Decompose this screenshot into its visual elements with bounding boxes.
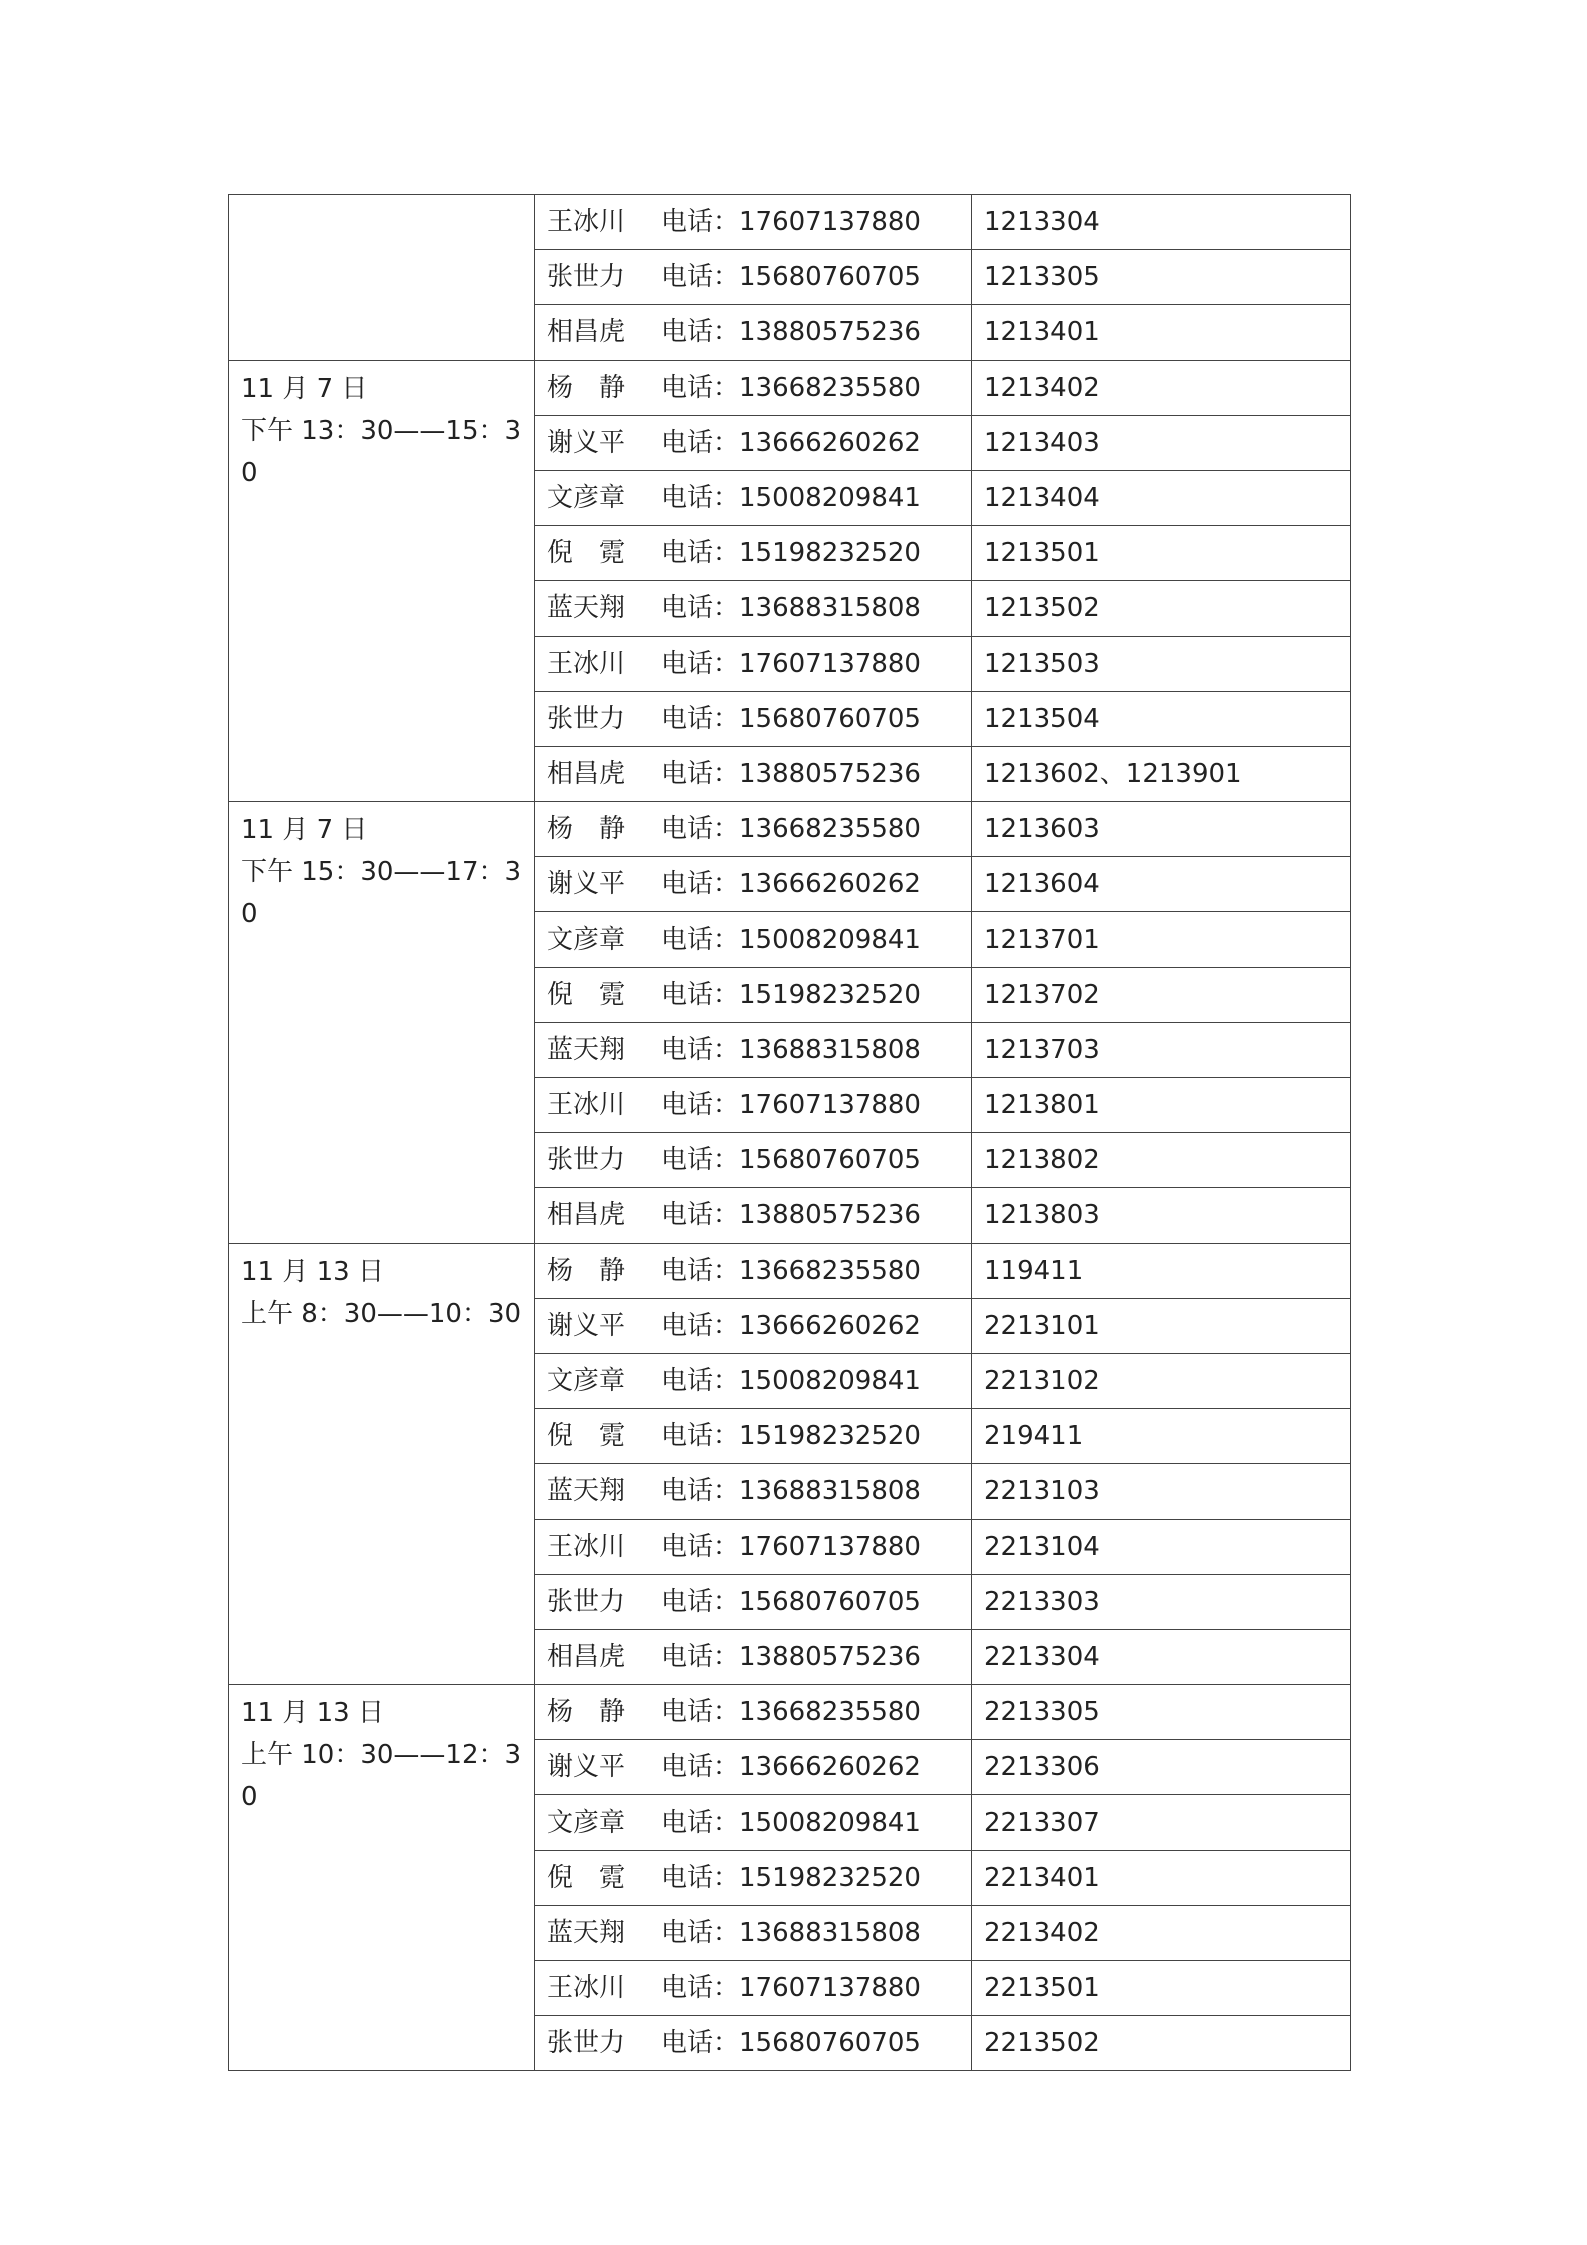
phone-number: 13666260262 [739, 427, 921, 458]
contact-cell [535, 1795, 972, 1850]
contact-cell [535, 2016, 972, 2071]
room-cell: 2213104 [972, 1519, 1351, 1574]
contact-name: 王冰川 [547, 1090, 626, 1121]
contact-cell [535, 1409, 972, 1464]
contact-cell [535, 1961, 972, 2016]
contact-cell [535, 1519, 972, 1574]
room-cell: 1213502 [972, 581, 1351, 636]
contact-cell [535, 691, 972, 746]
phone-number: 13666260262 [739, 869, 921, 900]
contact-name: 蓝天翔 [547, 1476, 626, 1507]
room-cell: 2213402 [972, 1905, 1351, 1960]
time-slot-range: 下午 13：30——15：30 [241, 415, 522, 488]
phone-number: 13880575236 [739, 317, 921, 348]
contact-cell [535, 746, 972, 801]
contact-name: 相昌虎 [547, 1200, 626, 1231]
room-cell: 1213802 [972, 1133, 1351, 1188]
table-row [229, 802, 1351, 857]
room-cell: 2213103 [972, 1464, 1351, 1519]
room-cell: 1213801 [972, 1078, 1351, 1133]
time-slot-cell [229, 1685, 535, 2071]
phone-number: 13880575236 [739, 1641, 921, 1672]
phone-label: 电话： [661, 1145, 740, 1176]
phone-number: 13668235580 [739, 1255, 921, 1286]
contact-cell [535, 1078, 972, 1133]
phone-number: 13668235580 [739, 1697, 921, 1728]
phone-label: 电话： [661, 1531, 740, 1562]
phone-label: 电话： [661, 1476, 740, 1507]
contact-cell [535, 415, 972, 470]
phone-label: 电话： [661, 372, 740, 403]
contact-cell [535, 1740, 972, 1795]
phone-label: 电话： [661, 1034, 740, 1065]
room-cell: 1213803 [972, 1188, 1351, 1243]
room-cell: 2213307 [972, 1795, 1351, 1850]
time-slot-date: 11 月 7 日 [241, 815, 368, 846]
contact-cell [535, 1188, 972, 1243]
contact-cell [535, 526, 972, 581]
contact-cell [535, 470, 972, 525]
room-cell: 1213304 [972, 195, 1351, 250]
phone-label: 电话： [661, 703, 740, 734]
table-row [229, 1685, 1351, 1740]
contact-name: 谢义平 [547, 1752, 626, 1783]
contact-name: 蓝天翔 [547, 593, 626, 624]
phone-number: 17607137880 [739, 207, 921, 238]
phone-number: 15008209841 [739, 1366, 921, 1397]
contact-cell [535, 1629, 972, 1684]
table-row [229, 195, 1351, 250]
contact-name: 谢义平 [547, 869, 626, 900]
room-cell: 2213304 [972, 1629, 1351, 1684]
contact-name: 蓝天翔 [547, 1917, 626, 1948]
phone-label: 电话： [661, 1421, 740, 1452]
contact-name: 杨 静 [547, 1255, 626, 1286]
contact-cell [535, 1022, 972, 1077]
contact-name: 文彦章 [547, 1366, 626, 1397]
phone-number: 13880575236 [739, 758, 921, 789]
room-cell: 119411 [972, 1243, 1351, 1298]
phone-number: 15198232520 [739, 538, 921, 569]
room-cell: 1213603 [972, 802, 1351, 857]
contact-name: 倪 霓 [547, 979, 626, 1010]
contact-cell [535, 1905, 972, 1960]
contact-cell [535, 802, 972, 857]
phone-number: 15198232520 [739, 1862, 921, 1893]
contact-cell [535, 1298, 972, 1353]
phone-label: 电话： [661, 869, 740, 900]
contact-cell [535, 857, 972, 912]
phone-label: 电话： [661, 2028, 740, 2059]
contact-name: 文彦章 [547, 924, 626, 955]
contact-name: 王冰川 [547, 207, 626, 238]
phone-label: 电话： [661, 1090, 740, 1121]
contact-name: 谢义平 [547, 427, 626, 458]
room-cell: 2213101 [972, 1298, 1351, 1353]
phone-label: 电话： [661, 538, 740, 569]
phone-number: 13666260262 [739, 1310, 921, 1341]
phone-label: 电话： [661, 317, 740, 348]
time-slot-cell [229, 360, 535, 802]
contact-name: 王冰川 [547, 1531, 626, 1562]
contact-cell [535, 305, 972, 360]
phone-number: 13688315808 [739, 593, 921, 624]
phone-label: 电话： [661, 979, 740, 1010]
room-cell: 1213504 [972, 691, 1351, 746]
contact-name: 文彦章 [547, 1807, 626, 1838]
contact-name: 张世力 [547, 703, 626, 734]
phone-label: 电话： [661, 1752, 740, 1783]
phone-number: 15008209841 [739, 483, 921, 514]
room-cell: 1213703 [972, 1022, 1351, 1077]
contact-cell [535, 1685, 972, 1740]
contact-cell [535, 1464, 972, 1519]
phone-label: 电话： [661, 814, 740, 845]
contact-name: 张世力 [547, 262, 626, 293]
phone-label: 电话： [661, 1973, 740, 2004]
phone-number: 17607137880 [739, 1531, 921, 1562]
contact-name: 杨 静 [547, 372, 626, 403]
phone-number: 15680760705 [739, 1145, 921, 1176]
phone-number: 17607137880 [739, 1090, 921, 1121]
schedule-table-body [229, 195, 1351, 2071]
phone-label: 电话： [661, 1255, 740, 1286]
phone-number: 17607137880 [739, 648, 921, 679]
contact-name: 倪 霓 [547, 1421, 626, 1452]
contact-name: 蓝天翔 [547, 1034, 626, 1065]
phone-label: 电话： [661, 593, 740, 624]
room-cell: 2213303 [972, 1574, 1351, 1629]
time-slot-date: 11 月 13 日 [241, 1698, 384, 1729]
phone-label: 电话： [661, 262, 740, 293]
contact-name: 张世力 [547, 2028, 626, 2059]
phone-label: 电话： [661, 483, 740, 514]
room-cell: 1213501 [972, 526, 1351, 581]
room-cell: 1213401 [972, 305, 1351, 360]
phone-label: 电话： [661, 1917, 740, 1948]
schedule-table [228, 194, 1351, 2071]
phone-label: 电话： [661, 924, 740, 955]
phone-number: 15008209841 [739, 924, 921, 955]
contact-cell [535, 581, 972, 636]
contact-cell [535, 636, 972, 691]
contact-name: 王冰川 [547, 1973, 626, 2004]
contact-cell [535, 1850, 972, 1905]
phone-label: 电话： [661, 758, 740, 789]
phone-label: 电话： [661, 1200, 740, 1231]
contact-cell [535, 1243, 972, 1298]
contact-name: 张世力 [547, 1586, 626, 1617]
time-slot-cell [229, 1243, 535, 1685]
room-cell: 1213604 [972, 857, 1351, 912]
contact-cell [535, 1353, 972, 1408]
room-cell: 1213602、1213901 [972, 746, 1351, 801]
room-cell: 2213306 [972, 1740, 1351, 1795]
phone-label: 电话： [661, 1862, 740, 1893]
contact-cell [535, 967, 972, 1022]
room-cell: 1213403 [972, 415, 1351, 470]
time-slot-date: 11 月 13 日 [241, 1256, 384, 1287]
room-cell: 2213502 [972, 2016, 1351, 2071]
room-cell: 1213404 [972, 470, 1351, 525]
phone-number: 15008209841 [739, 1807, 921, 1838]
phone-number: 13668235580 [739, 372, 921, 403]
contact-name: 张世力 [547, 1145, 626, 1176]
time-slot-range: 上午 8：30——10：30 [241, 1298, 522, 1329]
contact-name: 相昌虎 [547, 1641, 626, 1672]
time-slot-cell [229, 802, 535, 1244]
phone-label: 电话： [661, 1697, 740, 1728]
contact-cell [535, 1574, 972, 1629]
contact-name: 谢义平 [547, 1310, 626, 1341]
contact-name: 倪 霓 [547, 1862, 626, 1893]
table-row [229, 360, 1351, 415]
phone-number: 15198232520 [739, 979, 921, 1010]
room-cell: 1213702 [972, 967, 1351, 1022]
phone-number: 15680760705 [739, 262, 921, 293]
contact-cell [535, 1133, 972, 1188]
time-slot-range: 下午 15：30——17：30 [241, 857, 522, 930]
time-slot-date: 11 月 7 日 [241, 373, 368, 404]
table-row [229, 1243, 1351, 1298]
time-slot-cell [229, 195, 535, 361]
phone-label: 电话： [661, 648, 740, 679]
phone-number: 15680760705 [739, 1586, 921, 1617]
room-cell: 2213401 [972, 1850, 1351, 1905]
phone-number: 13880575236 [739, 1200, 921, 1231]
room-cell: 2213102 [972, 1353, 1351, 1408]
phone-number: 17607137880 [739, 1973, 921, 2004]
contact-name: 倪 霓 [547, 538, 626, 569]
contact-name: 相昌虎 [547, 317, 626, 348]
contact-cell [535, 250, 972, 305]
room-cell: 1213305 [972, 250, 1351, 305]
phone-label: 电话： [661, 1641, 740, 1672]
room-cell: 1213503 [972, 636, 1351, 691]
time-slot-range: 上午 10：30——12：30 [241, 1740, 522, 1813]
room-cell: 2213305 [972, 1685, 1351, 1740]
phone-number: 13666260262 [739, 1752, 921, 1783]
room-cell: 219411 [972, 1409, 1351, 1464]
phone-label: 电话： [661, 207, 740, 238]
room-cell: 2213501 [972, 1961, 1351, 2016]
phone-label: 电话： [661, 1807, 740, 1838]
contact-name: 文彦章 [547, 483, 626, 514]
contact-cell [535, 195, 972, 250]
contact-name: 相昌虎 [547, 758, 626, 789]
phone-number: 13688315808 [739, 1034, 921, 1065]
phone-label: 电话： [661, 1586, 740, 1617]
phone-number: 15680760705 [739, 703, 921, 734]
room-cell: 1213701 [972, 912, 1351, 967]
contact-cell [535, 912, 972, 967]
phone-label: 电话： [661, 1310, 740, 1341]
phone-label: 电话： [661, 1366, 740, 1397]
phone-number: 13688315808 [739, 1917, 921, 1948]
contact-name: 杨 静 [547, 814, 626, 845]
contact-cell [535, 360, 972, 415]
phone-number: 13668235580 [739, 814, 921, 845]
phone-label: 电话： [661, 427, 740, 458]
phone-number: 15198232520 [739, 1421, 921, 1452]
phone-number: 13688315808 [739, 1476, 921, 1507]
room-cell: 1213402 [972, 360, 1351, 415]
contact-name: 王冰川 [547, 648, 626, 679]
phone-number: 15680760705 [739, 2028, 921, 2059]
contact-name: 杨 静 [547, 1697, 626, 1728]
